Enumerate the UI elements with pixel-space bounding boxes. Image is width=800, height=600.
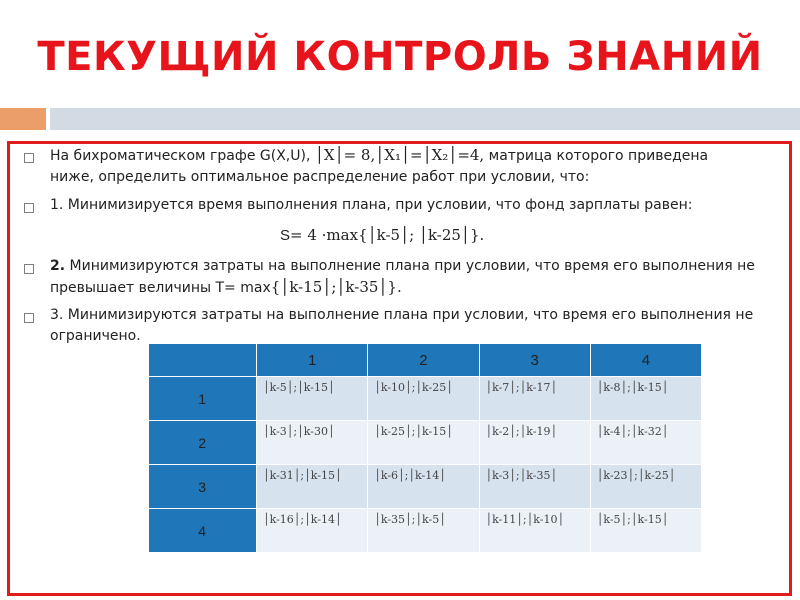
time-formula: {│k-15│;│k-35│}. — [270, 278, 402, 296]
slide-title: ТЕКУЩИЙ КОНТРОЛЬ ЗНАНИЙ — [37, 34, 763, 80]
table-cell: │k-3│;│k-35│ — [479, 465, 590, 509]
table-cell: │k-16│;│k-14│ — [257, 509, 368, 553]
table-cell: │k-10│;│k-25│ — [368, 377, 479, 421]
bullet-square-icon — [24, 264, 34, 274]
task-line: превышает величины Т= max{│k-15│;│k-35│}. — [50, 278, 402, 296]
task-line: На бихроматическом графе G(X,U), │X│= 8,│X₁│=│X₂│=4, матрица которого приведена — [50, 146, 709, 164]
table-row — [149, 465, 702, 509]
task-paragraph-2: 1. Минимизируется время выполнения плана, при условии, что фонд зарплаты равен: — [50, 197, 693, 213]
task-paragraph-3 — [50, 256, 768, 299]
table-cell: │k-35│;│k-5│ — [368, 509, 479, 553]
table-cell: │k-5│;│k-15│ — [257, 377, 368, 421]
table-row — [149, 377, 702, 421]
table-cell: │k-2│;│k-19│ — [479, 421, 590, 465]
bullet-square-icon — [24, 203, 34, 213]
table-cell: │k-31│;│k-15│ — [257, 465, 368, 509]
accent-bar-gray — [50, 108, 800, 130]
row-header: 1 — [149, 377, 257, 421]
accent-bar-orange — [0, 108, 46, 130]
set-size-formula: │X│= 8,│X₁│=│X₂│=4, — [314, 146, 485, 164]
task-line: ограничено. — [50, 328, 141, 344]
table-cell: │k-6│;│k-14│ — [368, 465, 479, 509]
table-cell: │k-23│;│k-25│ — [590, 465, 701, 509]
cost-matrix-table — [148, 343, 702, 553]
bullet-square-icon — [24, 153, 34, 163]
column-header: 2 — [368, 344, 479, 377]
table-header-row — [149, 344, 702, 377]
salary-formula: S= 4 ·max{│k-5│; │k-25│}. — [280, 226, 485, 244]
task-paragraph-1 — [50, 145, 768, 188]
table-cell: │k-7│;│k-17│ — [479, 377, 590, 421]
task-line: 3. Минимизируются затраты на выполнение плана при условии, что время его выполнения не — [50, 307, 754, 323]
table-corner — [149, 344, 257, 377]
table-cell: │k-5│;│k-15│ — [590, 509, 701, 553]
task-paragraph-4 — [50, 305, 768, 347]
column-header: 4 — [590, 344, 701, 377]
task-line: 2. Минимизируются затраты на выполнение плана при условии, что время его выполнения не — [50, 258, 755, 274]
row-header: 3 — [149, 465, 257, 509]
table-cell: │k-25│;│k-15│ — [368, 421, 479, 465]
table-row — [149, 509, 702, 553]
table-cell: │k-3│;│k-30│ — [257, 421, 368, 465]
column-header: 1 — [257, 344, 368, 377]
task-line: ниже, определить оптимальное распределение работ при условии, что: — [50, 169, 590, 185]
table-cell: │k-8│;│k-15│ — [590, 377, 701, 421]
row-header: 2 — [149, 421, 257, 465]
table-cell: │k-11│;│k-10│ — [479, 509, 590, 553]
bullet-square-icon — [24, 313, 34, 323]
table-row — [149, 421, 702, 465]
table-cell: │k-4│;│k-32│ — [590, 421, 701, 465]
row-header: 4 — [149, 509, 257, 553]
column-header: 3 — [479, 344, 590, 377]
